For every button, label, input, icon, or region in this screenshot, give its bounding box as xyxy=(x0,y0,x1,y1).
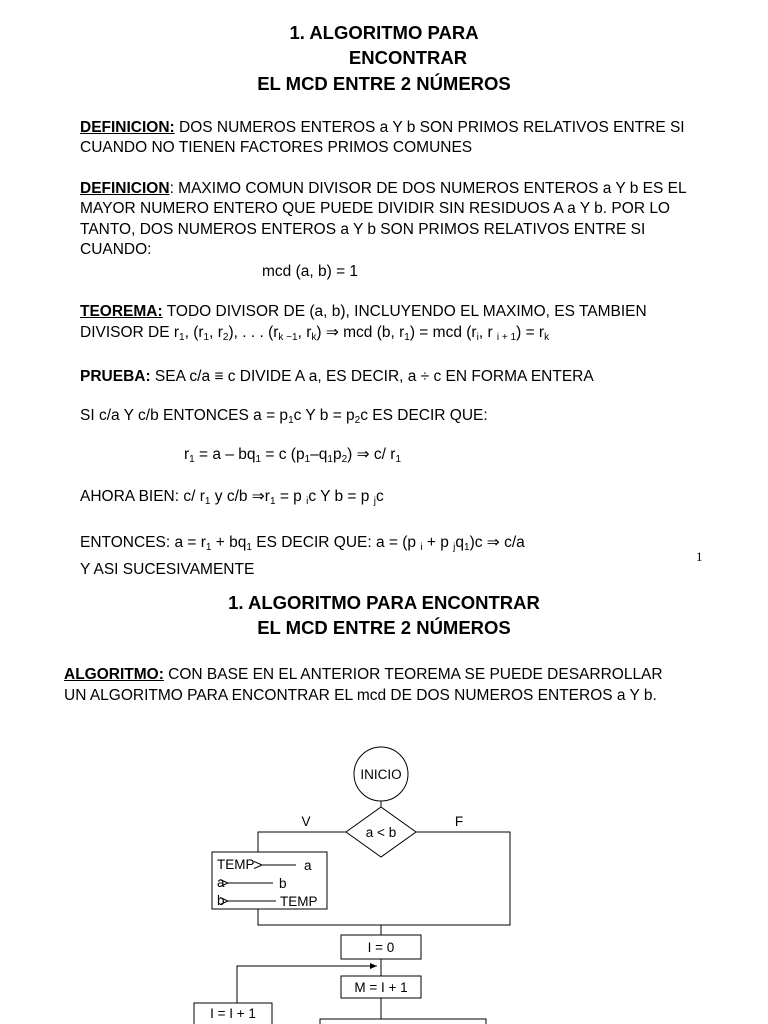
true-branch-line xyxy=(258,832,346,852)
definition-1-label: DEFINICION: xyxy=(80,119,175,136)
false-branch-line xyxy=(381,832,510,925)
definition-2-text: : MAXIMO COMUN DIVISOR DE DOS NUMEROS ENTEROS a Y b ES EL xyxy=(169,180,687,197)
proof-line-ahora-text: AHORA BIEN: c/ r xyxy=(80,488,205,505)
algorithm-label: ALGORITMO: xyxy=(64,666,164,683)
theorem-line2: DIVISOR DE $r_1$, ($r_1$, $r_2$), . . . ($r_{k -1}$, $r_k$) ⇒ mcd (b, $r_1$) = mcd ($r_i$, r $_{i + 1}) = r_k$ xyxy=(80,324,550,343)
section2-title-line2: EL MCD ENTRE 2 NÚMEROS xyxy=(257,617,511,638)
swap-b-source: b xyxy=(279,876,287,891)
swap-a-source: a xyxy=(304,858,312,873)
proof-line2: SI c/a Y c/b ENTONCES $a = p_1c$ Y $b = p_2c$ ES DECIR QUE: xyxy=(80,407,488,426)
page-number: 1 xyxy=(696,549,703,564)
proof-line-ysi: Y ASI SUCESIVAMENTE xyxy=(80,561,255,578)
inc-i-label: I = I + 1 xyxy=(210,1006,256,1021)
definition-2-label: DEFINICION xyxy=(80,180,170,197)
section1-title-line3: EL MCD ENTRE 2 NÚMEROS xyxy=(257,73,511,94)
definition-2-formula: mcd (a, b) = 1 xyxy=(262,263,359,280)
proof-label: PRUEBA: xyxy=(80,368,151,385)
section1-title-line2: ENCONTRAR xyxy=(348,47,468,68)
theorem-text: TODO DIVISOR DE (a, b), INCLUYENDO EL MAXIMO, ES TAMBIEN xyxy=(162,303,647,320)
swap-temp-target: TEMP xyxy=(217,857,255,872)
definition-2-line2: MAYOR NUMERO ENTERO QUE PUEDE DIVIDIR SIN RESIDUOS A a Y b. POR LO xyxy=(80,200,670,217)
definition-2-line3: TANTO, DOS NUMEROS ENTEROS a Y b SON PRIMOS RELATIVOS ENTRE SI xyxy=(80,221,646,238)
set-m-label: M = I + 1 xyxy=(354,980,408,995)
algorithm-text: CON BASE EN EL ANTERIOR TEOREMA SE PUEDE DESARROLLAR xyxy=(163,666,663,683)
false-branch-label: F xyxy=(454,814,464,829)
next-process-box xyxy=(320,1019,486,1024)
definition-1-text: DOS NUMEROS ENTEROS a Y b SON PRIMOS RELATIVOS ENTRE SI xyxy=(174,119,685,136)
definition-1-line2: CUANDO NO TIENEN FACTORES PRIMOS COMUNES xyxy=(80,139,473,156)
section1-title-line1: 1. ALGORITMO PARA xyxy=(289,22,479,43)
proof-line-ahora: AHORA BIEN: c/ $r_1$ y c/b $\Rightarrow r_1 = p$ $_i$c Y b = p $_j$c xyxy=(80,488,384,507)
proof-line-entonces: ENTONCES: $a = r_1 + bq_1$ ES DECIR QUE: a = (p $_i$ + p $_jq_1)c$ ⇒ c/a xyxy=(80,534,525,553)
proof-text: SEA c/a ≡ c DIVIDE A a, ES DECIR, a ÷ c EN FORMA ENTERA xyxy=(150,368,594,385)
init-i-label: I = 0 xyxy=(367,940,395,955)
definition-2-line4: CUANDO: xyxy=(80,241,152,258)
swap-a-target: a xyxy=(217,875,225,890)
swap-temp-source: TEMP xyxy=(280,894,318,909)
true-branch-label: V xyxy=(301,814,311,829)
start-label: INICIO xyxy=(360,767,402,782)
decision-label: a < b xyxy=(365,825,397,840)
swap-b-target: b xyxy=(217,893,225,908)
swap-merge-line xyxy=(258,909,381,925)
algorithm-line2: UN ALGORITMO PARA ENCONTRAR EL mcd DE DOS NUMEROS ENTEROS a Y b. xyxy=(64,687,657,704)
proof-formula-r1: $r_1 = a - bq_1 = c$ $(p_1-q_1p_2)$ ⇒ c/ $r_1$ xyxy=(184,446,401,465)
section2-title-line1: 1. ALGORITMO PARA ENCONTRAR xyxy=(228,592,540,613)
theorem-label: TEOREMA: xyxy=(80,303,163,320)
